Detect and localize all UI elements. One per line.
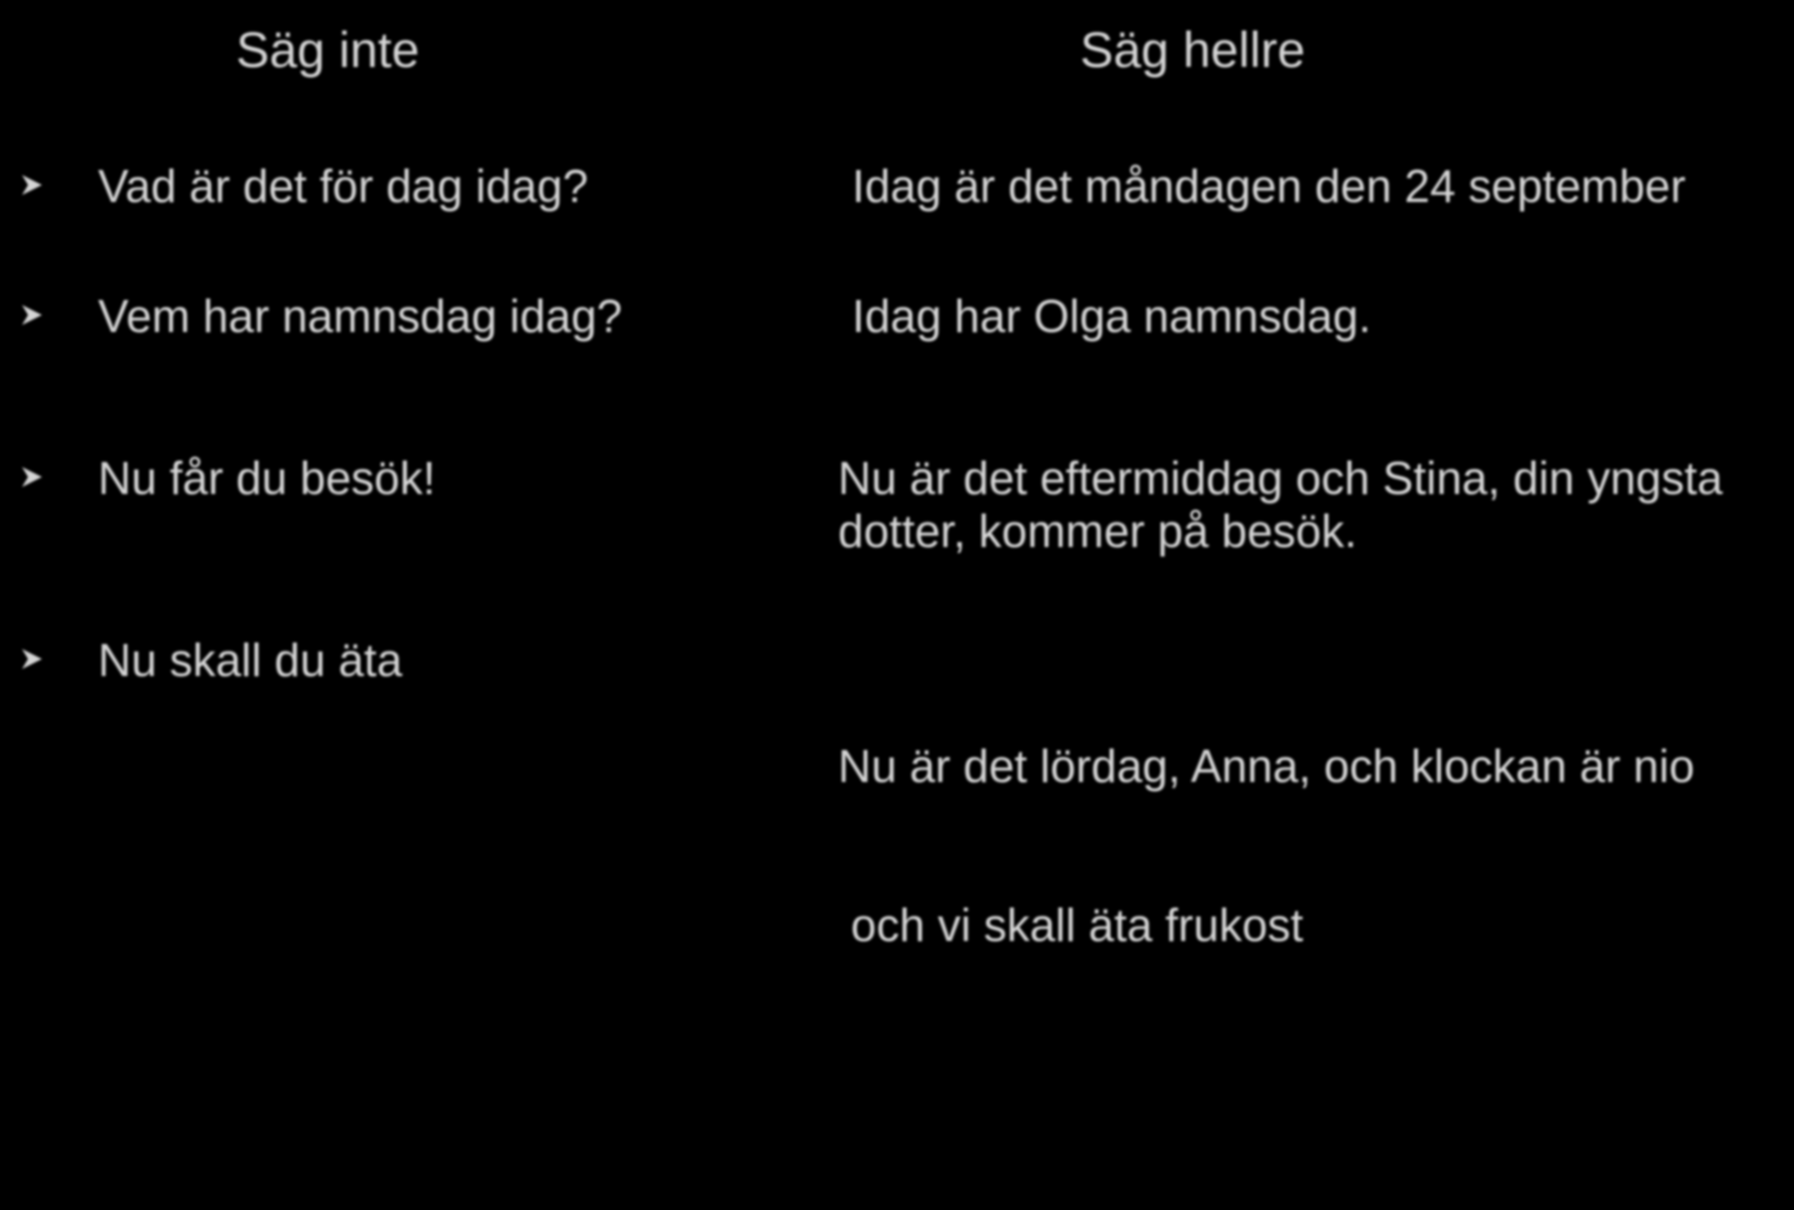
say-instead-text: Nu är det lördag, Anna, och klockan är nio och vi skall äta frukost [838,740,1695,951]
dont-say-text: Nu får du besök! [98,452,436,504]
say-instead-text: Nu är det eftermiddag och Stina, din yngsta dotter, kommer på besök. [838,452,1723,557]
say-instead-text: Idag är det måndagen den 24 september [852,160,1686,212]
arrowhead-bullet-icon [20,173,44,197]
dont-say-text: Vad är det för dag idag? [98,160,589,212]
arrowhead-bullet-icon [20,465,44,489]
say-instead-text: Idag har Olga namnsdag. [852,290,1372,342]
column-heading-say-instead: Säg hellre [1080,22,1306,78]
arrowhead-bullet-icon [20,303,44,327]
dont-say-text: Vem har namnsdag idag? [98,290,623,342]
dont-say-text: Nu skall du äta [98,634,403,686]
arrowhead-bullet-icon [20,647,44,671]
column-heading-dont-say: Säg inte [236,22,420,78]
